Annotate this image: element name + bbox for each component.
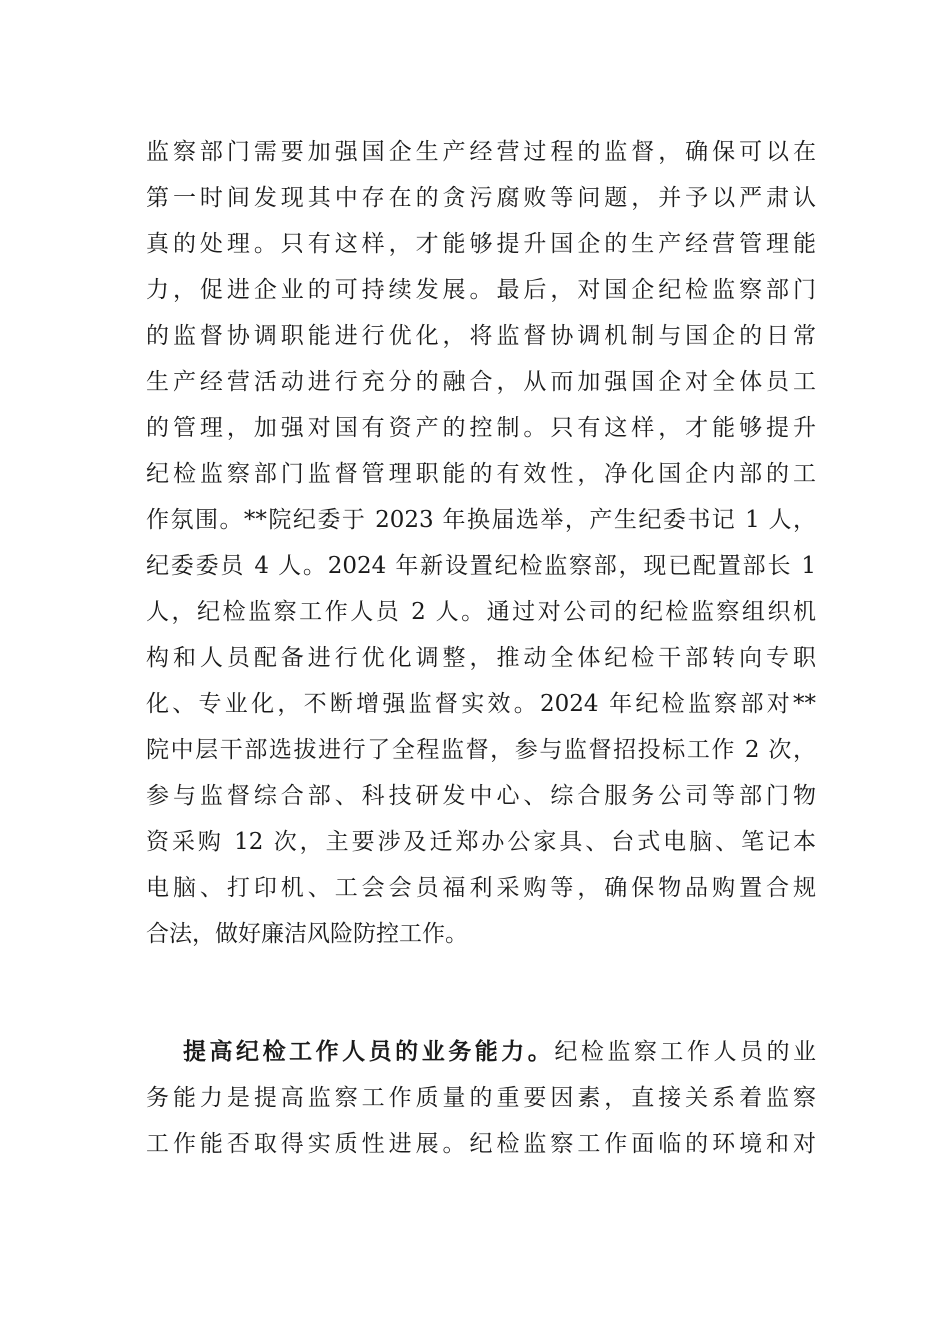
- paragraph-line-rest: 纪检监察工作人员的业: [554, 1039, 817, 1065]
- paragraph-line: 工作能否取得实质性进展。纪检监察工作面临的环境和对: [146, 1131, 816, 1157]
- paragraph-line: 作氛围。**院纪委于 2023 年换届选举，产生纪委书记 1 人，: [146, 507, 816, 533]
- paragraph-line: 资采购 12 次，主要涉及迁郑办公家具、台式电脑、笔记本: [146, 829, 816, 855]
- paragraph-first-line: [146, 1029, 816, 1075]
- paragraph-line: 纪委委员 4 人。2024 年新设置纪检监察部，现已配置部长 1: [146, 553, 816, 579]
- paragraph-lead-heading: 提高纪检工作人员的业务能力。: [183, 1038, 555, 1065]
- paragraph-line: 构和人员配备进行优化调整，推动全体纪检干部转向专职: [146, 645, 816, 671]
- paragraph-line: 电脑、打印机、工会会员福利采购等，确保物品购置合规: [146, 875, 816, 901]
- paragraph-line: 真的处理。只有这样，才能够提升国企的生产经营管理能: [146, 231, 816, 257]
- paragraph-line: 生产经营活动进行充分的融合，从而加强国企对全体员工: [146, 369, 816, 395]
- paragraph-line: 合法，做好廉洁风险防控工作。: [146, 921, 468, 947]
- paragraph-supervision: [146, 129, 816, 957]
- paragraph-line: 的管理，加强对国有资产的控制。只有这样，才能够提升: [146, 415, 816, 441]
- paragraph-line: 化、专业化，不断增强监督实效。2024 年纪检监察部对**: [146, 691, 816, 717]
- paragraph-line: 人，纪检监察工作人员 2 人。通过对公司的纪检监察组织机: [146, 599, 816, 625]
- paragraph-line: 监察部门需要加强国企生产经营过程的监督，确保可以在: [146, 139, 816, 165]
- paragraph-line: 纪检监察部门监督管理职能的有效性，净化国企内部的工: [146, 461, 816, 487]
- paragraph-line: 力，促进企业的可持续发展。最后，对国企纪检监察部门: [146, 277, 816, 303]
- paragraph-line: 务能力是提高监察工作质量的重要因素，直接关系着监察: [146, 1085, 816, 1111]
- paragraph-line: 参与监督综合部、科技研发中心、综合服务公司等部门物: [146, 783, 816, 809]
- paragraph-line: 的监督协调职能进行优化，将监督协调机制与国企的日常: [146, 323, 816, 349]
- paragraph-line: 第一时间发现其中存在的贪污腐败等问题，并予以严肃认: [146, 185, 816, 211]
- paragraph-line: 院中层干部选拔进行了全程监督，参与监督招投标工作 2 次，: [146, 737, 816, 763]
- paragraph-business-ability: [146, 1029, 816, 1167]
